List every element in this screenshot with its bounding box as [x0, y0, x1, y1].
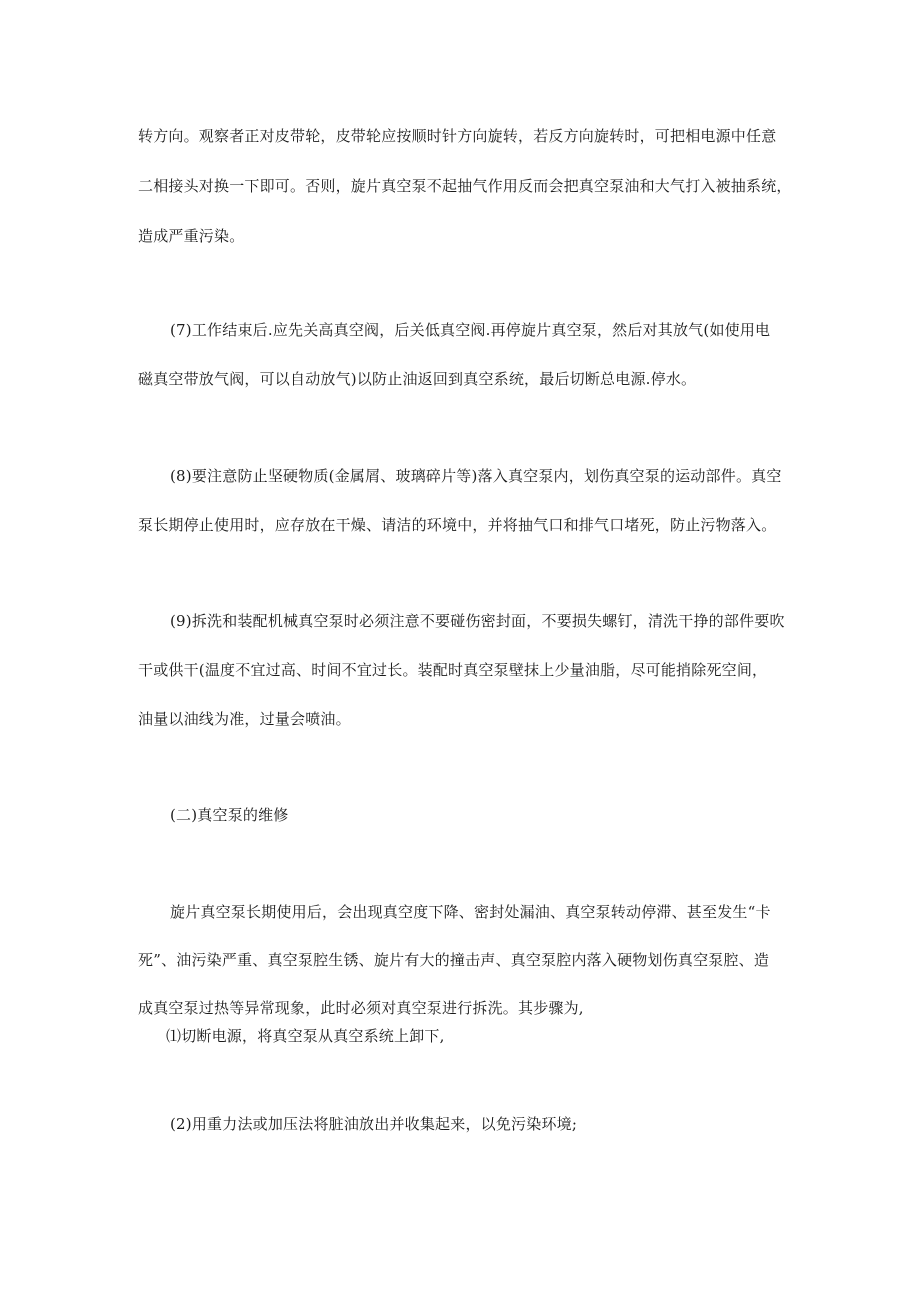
section-heading: (二)真空泵的维修 [170, 806, 289, 824]
step-item: ⑴切断电源，将真空泵从真空系统上卸下, [166, 1027, 445, 1045]
paragraph-line: 旋片真空泵长期使用后，会出现真空度下降、密封处漏油、真空泵转动停滞、甚至发生“卡 [170, 903, 771, 921]
paragraph-line: (7)工作结束后.应先关高真空阀，后关低真空阀.再停旋片真空泵，然后对其放气(如使用电 [170, 321, 771, 339]
paragraph-line: 泵长期停止使用时，应存放在干燥、请洁的环境中，并将抽气口和排气口堵死，防止污物落入。 [138, 516, 777, 534]
paragraph-line: 转方向。观察者正对皮带轮，皮带轮应按顺时针方向旋转，若反方向旋转时，可把相电源中任意 [138, 127, 777, 145]
paragraph-line: 造成严重污染。 [138, 227, 245, 245]
step-item: (2)用重力法或加压法将脏油放出并收集起来，以免污染环境; [170, 1115, 578, 1133]
paragraph-line: 油量以油线为准，过量会喷油。 [138, 710, 351, 728]
paragraph-line: 死”、油污染严重、真空泵腔生锈、旋片有大的撞击声、真空泵腔内落入硬物划伤真空泵腔、造 [138, 951, 770, 969]
paragraph-line: 成真空泵过热等异常现象，此时必须对真空泵进行拆洗。其步骤为, [138, 999, 584, 1017]
paragraph-line: 干或供干(温度不宜过高、时间不宜过长。装配时真空泵壁抹上少量油脂，尽可能捎除死空间， [138, 661, 768, 679]
paragraph-line: (9)拆洗和装配机械真空泵时必须注意不要碰伤密封面，不要损失螺钉，清洗干挣的部件要吹 [170, 612, 785, 630]
paragraph-line: (8)要注意防止坚硬物质(金属屑、玻璃碎片等)落入真空泵内，划伤真空泵的运动部件。真空 [170, 467, 782, 485]
paragraph-line: 磁真空带放气阀，可以自动放气)以防止油返回到真空系统，最后切断总电源.停水。 [138, 370, 697, 388]
paragraph-line: 二相接头对换一下即可。否则，旋片真空泵不起抽气作用反而会把真空泵油和大气打入被抽系统， [138, 177, 792, 195]
